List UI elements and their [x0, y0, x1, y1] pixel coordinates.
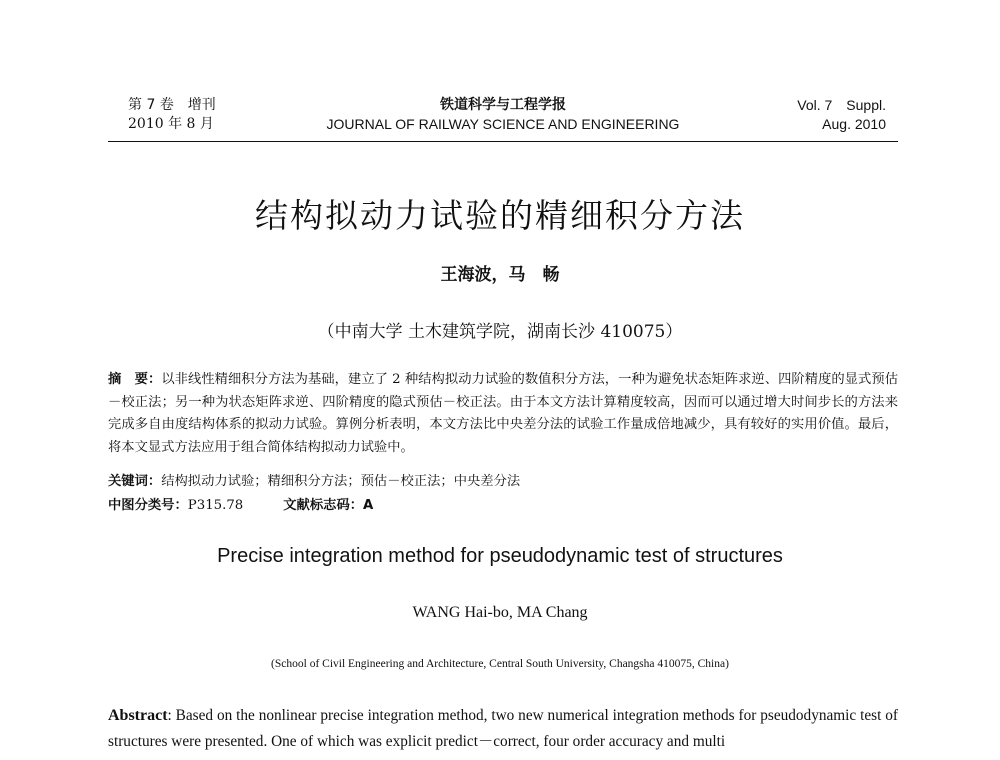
keywords-cn [108, 472, 898, 492]
header-volume: 第 7 卷 增刊 [128, 97, 216, 113]
header-date-en: Aug. 2010 [822, 116, 886, 132]
abstract-cn-label: 摘 要： [108, 372, 162, 387]
affiliation-cn: （中南大学 土木建筑学院，湖南长沙 410075） [317, 322, 683, 342]
header-journal [108, 96, 898, 134]
authors-cn: 王海波，马 畅 [440, 265, 560, 285]
abstract-en [108, 703, 898, 755]
journal-name-cn: 铁道科学与工程学报 [440, 97, 566, 113]
abstract-cn-text: 以非线性精细积分方法为基础，建立了 2 种结构拟动力试验的数值积分方法，一种为避免状态矩阵求逆、四阶精度的显式预估－校正法；另一种为状态矩阵求逆、四阶精度的隐式预估－校正法。由于本文方法计算精度较高，因而可以通过增大时间步长的方法来完成多自由度结构体系的拟动力试验。算例分析表明，本文方法比中央差分法的试验工作量成倍地减少，具有较好的实用价值。最后，将本文显式方法应用于组合简体结构拟动力试验中。 [108, 372, 899, 455]
affiliation-en: (School of Civil Engineering and Architecture, Central South University, Changsha 410075, China) [271, 658, 729, 670]
authors-en: WANG Hai-bo, MA Chang [412, 604, 588, 621]
header-rule [108, 141, 898, 142]
paper-title-en: Precise integration method for pseudodynamic test of structures [217, 545, 783, 567]
paper-title-cn: 结构拟动力试验的精细积分方法 [255, 196, 745, 235]
classification-label: 中图分类号： [108, 498, 188, 513]
running-header [108, 96, 898, 140]
keywords-cn-text: 结构拟动力试验；精细积分方法；预估－校正法；中央差分法 [161, 474, 521, 489]
abstract-en-text: : Based on the nonlinear precise integration method, two new numerical integration methods for pseudodynamic test of structures were presented. One of which was explicit predict－correct, four order accuracy and multi [108, 707, 898, 750]
classification-value: P315.78 [187, 498, 244, 513]
header-volume-en: Vol. 7 Suppl. [797, 97, 886, 113]
abstract-cn [108, 369, 898, 459]
keywords-cn-label: 关键词： [108, 474, 162, 489]
doccode-value: A [363, 498, 374, 513]
abstract-en-label: Abstract [108, 707, 168, 724]
doccode-label: 文献标志码： [283, 498, 364, 513]
header-date-cn: 2010 年 8 月 [128, 116, 214, 132]
classification-line [108, 496, 898, 516]
journal-name-en: JOURNAL OF RAILWAY SCIENCE AND ENGINEERING [326, 116, 680, 132]
header-volume-en-info [797, 96, 886, 134]
